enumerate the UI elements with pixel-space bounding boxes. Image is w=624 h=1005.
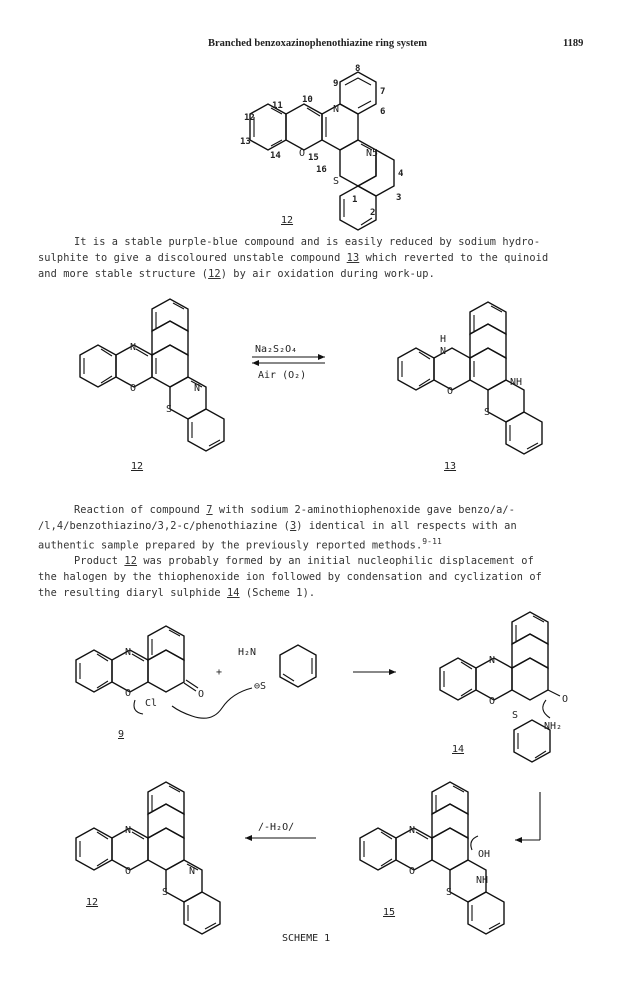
s-minus: ⊖S: [254, 681, 267, 692]
pos-7: 7: [380, 87, 386, 97]
compound-label-12-scheme: 12: [86, 897, 99, 908]
r2-o: O: [447, 386, 454, 397]
pos-1: 1: [352, 195, 358, 205]
pos-8: 8: [355, 64, 361, 74]
r1-left-o: O: [130, 383, 137, 394]
r1-left-s: S: [166, 404, 173, 415]
compound-label-12-r1: 12: [131, 461, 144, 472]
plus-sign: +: [216, 667, 223, 678]
p1-line1: It is a stable purple-blue compound and is easily reduced by sodium hydro-: [74, 236, 541, 248]
pos-15: 15: [308, 153, 319, 163]
s12-n: N: [125, 825, 132, 836]
atom-o: O: [299, 148, 306, 159]
s9-o: O: [125, 688, 132, 699]
pos-10: 10: [302, 95, 313, 105]
compound-label-15: 15: [383, 907, 396, 918]
r1-left-n2: N: [194, 383, 201, 394]
s14-nh2: NH₂: [544, 721, 563, 732]
ref-12: 12: [208, 268, 221, 280]
compound-label-13-r1: 13: [444, 461, 457, 472]
pos-4: 4: [398, 169, 404, 179]
reagent-top: Na₂S₂O₄: [255, 344, 298, 355]
scheme-compound-9: [76, 626, 204, 740]
compound-label-9: 9: [118, 729, 125, 740]
scheme-compound-14: [440, 612, 568, 762]
s14-n: N: [489, 655, 496, 666]
atom-n: N: [333, 104, 340, 115]
s14-o: O: [489, 696, 496, 707]
pos-3: 3: [396, 193, 402, 203]
s15-nh: NH: [476, 875, 489, 886]
pos-11: 11: [272, 101, 283, 111]
scheme-compound-12: [76, 782, 220, 934]
r2-h: H: [440, 334, 447, 345]
compound-label-14: 14: [452, 744, 465, 755]
structure-12-numbered: [240, 64, 404, 230]
s12-o: O: [125, 866, 132, 877]
scheme-compound-15: [360, 782, 504, 934]
s15-o: O: [409, 866, 416, 877]
pos-6: 6: [380, 107, 386, 117]
s15-s: S: [446, 887, 453, 898]
r2-n: N: [440, 346, 447, 357]
pos-12: 12: [244, 113, 255, 123]
ref-13: 13: [346, 252, 360, 264]
scheme-caption: SCHEME 1: [282, 933, 331, 944]
compound-label-12-top: 12: [281, 215, 294, 226]
running-title: Branched benzoxazinophenothiazine ring system: [208, 38, 428, 49]
s14-o2: O: [562, 694, 569, 705]
h2n: H₂N: [238, 647, 257, 658]
r2-nh: NH: [510, 377, 523, 388]
paragraph-1: It is a stable purple-blue compound and is easily reduced by sodium hydro- sulphite to give a discoloured unstable compound 13 which reverted to the quinoid and more stable structure (12) by air oxidation during work-up.: [38, 236, 549, 280]
s9-o2: O: [198, 689, 205, 700]
s9-cl: Cl: [145, 698, 158, 709]
s9-n: N: [125, 647, 132, 658]
s12-n2: N: [189, 866, 196, 877]
reaction1-structure-13: [398, 302, 542, 454]
reaction1-arrows: [252, 344, 325, 381]
s12-s: S: [162, 887, 169, 898]
page-number: 1189: [563, 38, 584, 49]
aminothiophenoxide: [172, 645, 316, 718]
reagent-bottom: Air (O₂): [258, 370, 307, 381]
r1-left-n: N: [130, 342, 137, 353]
s15-oh: OH: [478, 849, 491, 860]
r2-s: S: [484, 407, 491, 418]
pos-9: 9: [333, 79, 339, 89]
s14-s: S: [512, 710, 519, 721]
s15-n: N: [409, 825, 416, 836]
pos-13: 13: [240, 137, 251, 147]
paragraph-2: Reaction of compound 7 with sodium 2-aminothiophenoxide gave benzo∕a∕- ∕l,4∕benzothiazino∕3,2-c∕phenothiazine (3) identical in all respects with an authentic sample prepared by the previously reported methods.$^{9-11}$ Product 12 was probably formed by an initial nucleophilic displacement of the halogen by the thiophenoxide ion followed by condensation and cyclization of the resulting diaryl sulphide 14 (Scheme 1).: [38, 504, 542, 600]
pos-2: 2: [370, 208, 376, 218]
pos-16: 16: [316, 165, 327, 175]
reaction1-structure-12: [80, 299, 224, 451]
pos-14: 14: [270, 151, 281, 161]
atom-n5: N5: [366, 148, 379, 159]
atom-s: S: [333, 176, 340, 187]
minus-h2o: ∕-H₂O∕: [258, 822, 295, 833]
